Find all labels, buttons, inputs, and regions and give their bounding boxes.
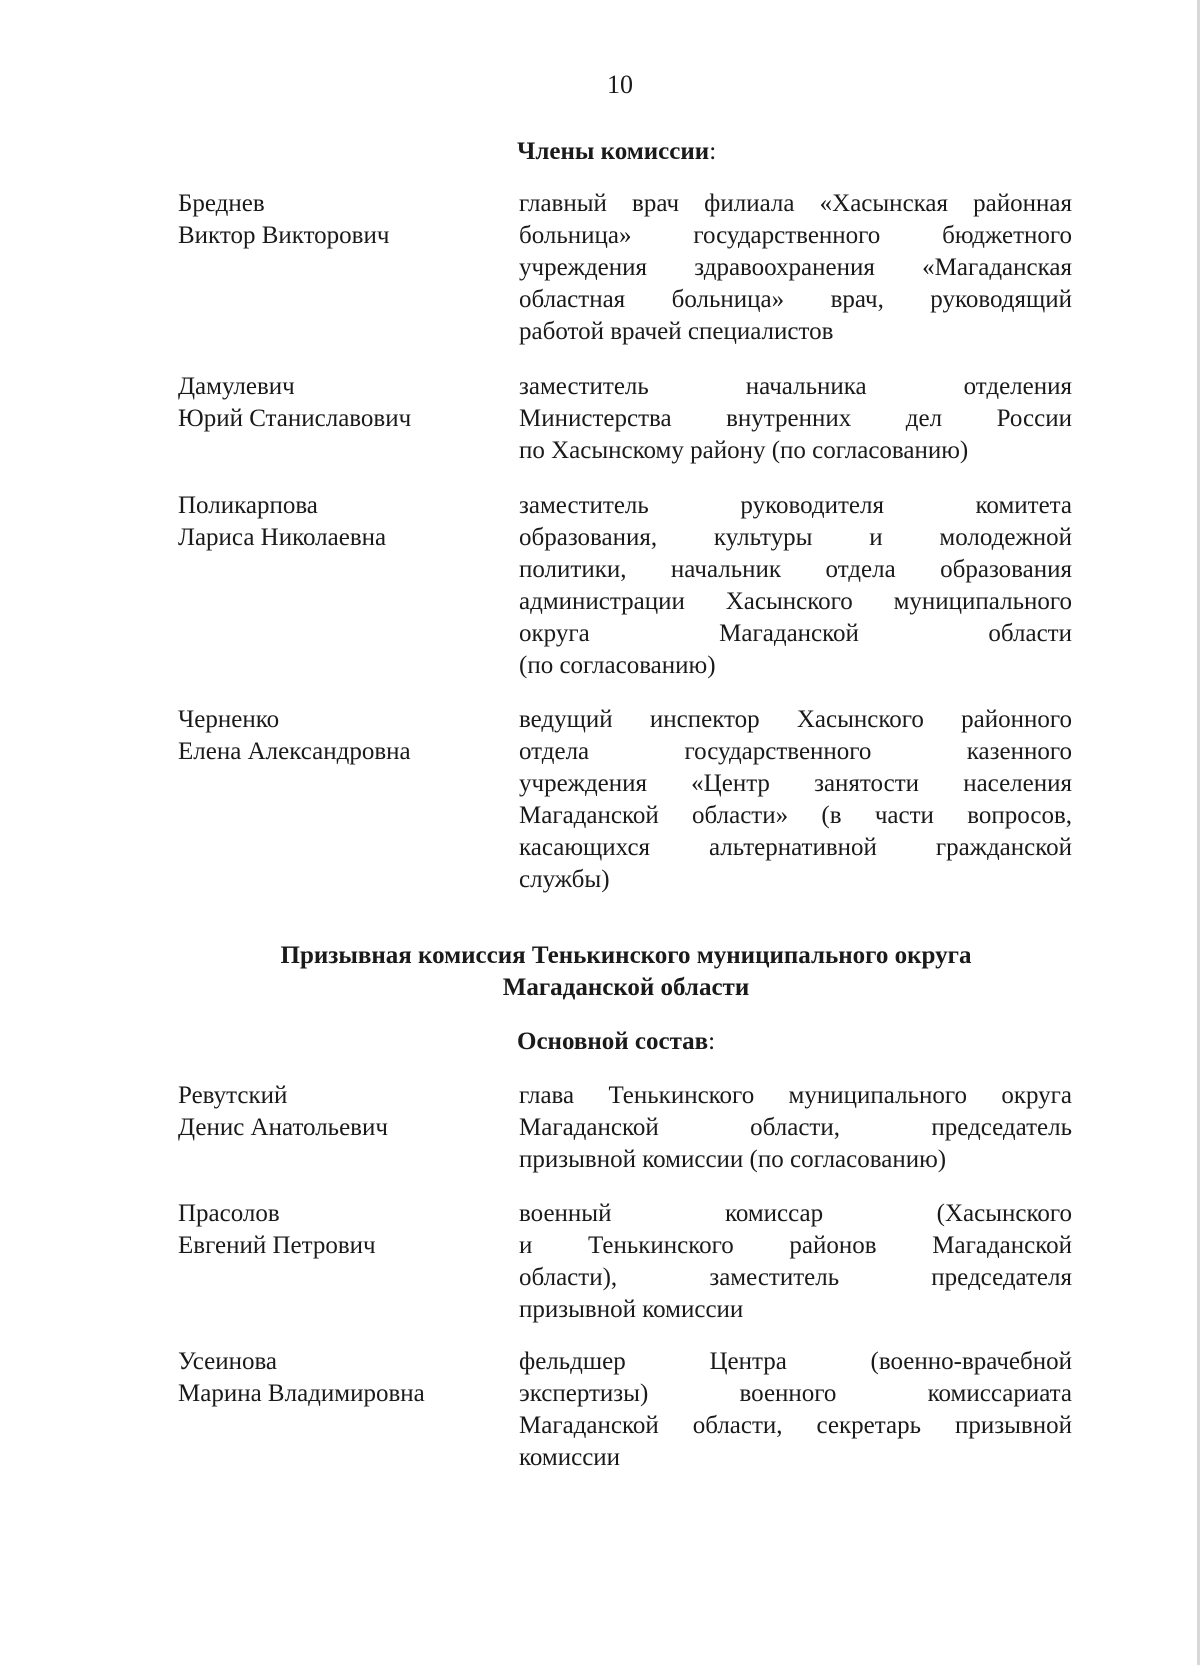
role-line: отдела государственного казенного (519, 738, 1072, 765)
role-line: военный комиссар (Хасынского (519, 1200, 1072, 1227)
role-line: экспертизы) военного комиссариата (519, 1380, 1072, 1407)
member-given-names: Денис Анатольевич (178, 1114, 388, 1141)
main-composition-heading-text: Основной состав (517, 1028, 709, 1055)
role-line: работой врачей специалистов (519, 318, 834, 345)
role-line: Магаданской области, председатель (519, 1114, 1072, 1141)
role-line: (по согласованию) (519, 652, 716, 679)
member-surname: Усеинова (178, 1348, 278, 1375)
main-composition-heading (517, 1028, 715, 1056)
member-role (519, 1080, 1072, 1176)
member-role (519, 1346, 1072, 1474)
role-line: службы) (519, 866, 610, 893)
member-given-names: Юрий Станиславович (178, 405, 412, 432)
members-heading-text: Члены комиссии (517, 138, 710, 165)
role-line: Магаданской области» (в части вопросов, (519, 802, 1072, 829)
member-given-names: Виктор Викторович (178, 222, 390, 249)
role-line: и Тенькинского районов Магаданской (519, 1232, 1072, 1259)
role-line: области), заместитель председателя (519, 1264, 1072, 1291)
role-line: ведущий инспектор Хасынского районного (519, 706, 1072, 733)
role-line: главный врач филиала «Хасынская районная (519, 190, 1072, 217)
member-role (519, 1198, 1072, 1326)
member-given-names: Елена Александровна (178, 738, 411, 765)
role-line: призывной комиссии (519, 1296, 744, 1323)
role-line: Министерства внутренних дел России (519, 405, 1072, 432)
member-surname: Поликарпова (178, 492, 318, 519)
role-line: глава Тенькинского муниципального округа (519, 1082, 1072, 1109)
role-line: областная больница» врач, руководящий (519, 286, 1072, 313)
role-line: касающихся альтернативной гражданской (519, 834, 1072, 861)
role-line: комиссии (519, 1444, 621, 1471)
role-line: округа Магаданской области (519, 620, 1072, 647)
member-name (178, 490, 478, 554)
member-given-names: Марина Владимировна (178, 1380, 425, 1407)
heading-colon: : (709, 138, 717, 165)
member-name (178, 704, 478, 768)
member-name (178, 1198, 478, 1262)
page-number: 10 (607, 70, 633, 99)
role-line: учреждения «Центр занятости населения (519, 770, 1072, 797)
member-surname: Прасолов (178, 1200, 280, 1227)
role-line: больница» государственного бюджетного (519, 222, 1072, 249)
member-name (178, 1080, 478, 1144)
members-heading (517, 138, 716, 166)
role-line: администрации Хасынского муниципального (519, 588, 1072, 615)
role-line: по Хасынскому району (по согласованию) (519, 437, 969, 464)
member-name (178, 1346, 478, 1410)
member-surname: Ревутский (178, 1082, 288, 1109)
role-line: учреждения здравоохранения «Магаданская (519, 254, 1072, 281)
role-line: заместитель начальника отделения (519, 373, 1072, 400)
section-title-line: Магаданской области (502, 974, 750, 1001)
member-role (519, 188, 1072, 348)
member-given-names: Евгений Петрович (178, 1232, 376, 1259)
member-role (519, 490, 1072, 682)
member-surname: Дамулевич (178, 373, 295, 400)
member-role (519, 704, 1072, 896)
member-surname: Черненко (178, 706, 280, 733)
section-title (0, 940, 1200, 1004)
member-role (519, 371, 1072, 467)
role-line: Магаданской области, секретарь призывной (519, 1412, 1072, 1439)
member-given-names: Лариса Николаевна (178, 524, 387, 551)
member-name (178, 188, 478, 252)
role-line: политики, начальник отдела образования (519, 556, 1072, 583)
member-surname: Бреднев (178, 190, 265, 217)
role-line: заместитель руководителя комитета (519, 492, 1072, 519)
member-name (178, 371, 478, 435)
role-line: призывной комиссии (по согласованию) (519, 1146, 947, 1173)
section-title-line: Призывная комиссия Тенькинского муниципального округа (280, 942, 972, 969)
heading-colon: : (708, 1028, 716, 1055)
role-line: фельдшер Центра (военно-врачебной (519, 1348, 1072, 1375)
role-line: образования, культуры и молодежной (519, 524, 1072, 551)
